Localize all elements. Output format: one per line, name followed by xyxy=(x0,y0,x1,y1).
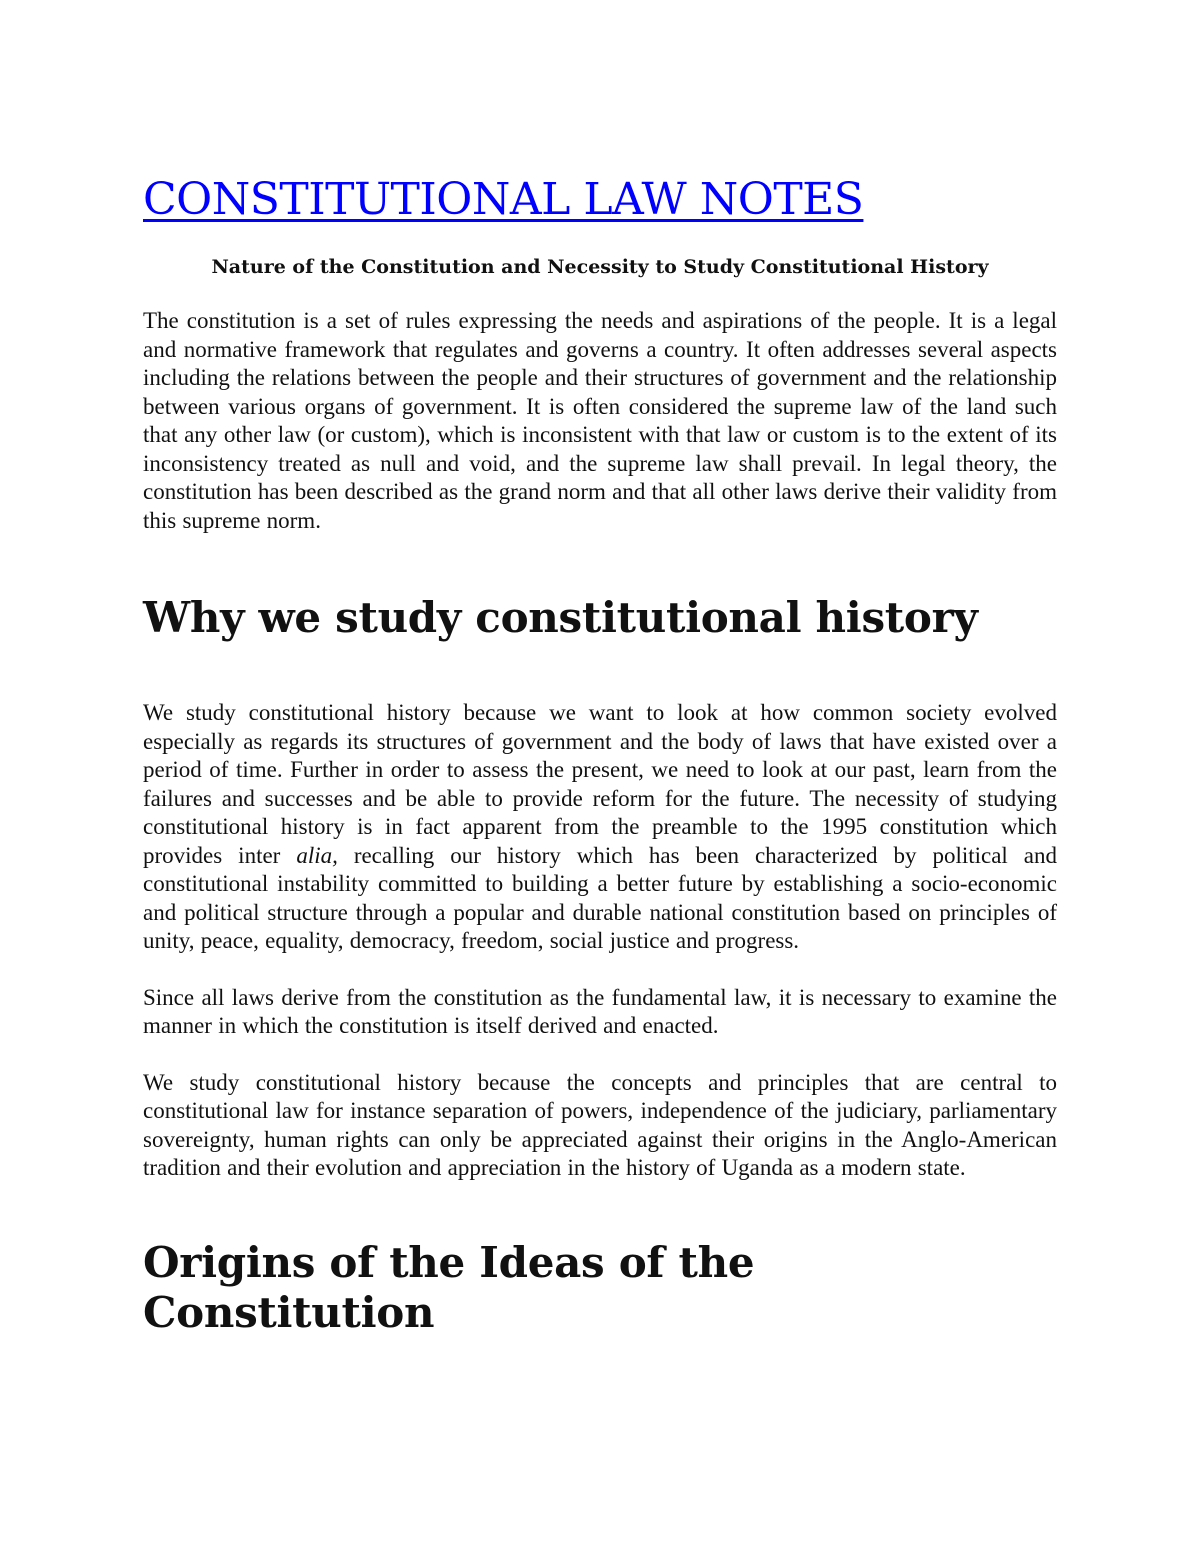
section-heading-origins: Origins of the Ideas of the Constitution xyxy=(143,1237,755,1337)
why-study-paragraph-1-part-b: recalling our history which has been characterized by political and constitutional instability committed to building a better future by establishing a socio-economic and political structure through a popular and durable national constitution based on principles of unity, peace, equality, democracy, freedom, social justice and progress. xyxy=(143,842,1057,953)
document-subtitle: Nature of the Constitution and Necessity to Study Constitutional History xyxy=(211,256,989,278)
why-study-paragraph-3: We study constitutional history because the concepts and principles that are central to constitutional law for instance separation of powers, independence of the judiciary, parliamentary sovereignty, human rights can only be appreciated against their origins in the Anglo-American tradition and their evolution and appreciation in the history of Uganda as a modern state. xyxy=(143,1069,1057,1180)
section-heading-why-study: Why we study constitutional history xyxy=(143,593,978,642)
why-study-paragraph-1-italic: alia, xyxy=(296,842,338,868)
document-title-link[interactable]: CONSTITUTIONAL LAW NOTES xyxy=(143,174,864,225)
why-study-paragraph-2: Since all laws derive from the constitution as the fundamental law, it is necessary to examine the manner in which the constitution is itself derived and enacted. xyxy=(143,984,1057,1038)
why-study-paragraph-1-part-a: We study constitutional history because we want to look at how common society evolved especially as regards its structures of government and the body of laws that have existed over a period of time. Further in order to assess the present, we need to look at our past, learn from the failures and successes and be able to provide reform for the future. The necessity of studying constitutional history is in fact apparent from the preamble to the 1995 constitution which provides inter xyxy=(143,700,1057,868)
intro-paragraph: The constitution is a set of rules expressing the needs and aspirations of the people. It is a legal and normative framework that regulates and governs a country. It often addresses several aspects including the relations between the people and their structures of government and the relationship between various organs of government. It is often considered the supreme law of the land such that any other law (or custom), which is inconsistent with that law or custom is to the extent of its inconsistency treated as null and void, and the supreme law shall prevail. In legal theory, the constitution has been described as the grand norm and that all other laws derive their validity from this supreme norm. xyxy=(143,308,1057,533)
document-body xyxy=(143,170,1057,1338)
why-study-paragraph-1 xyxy=(143,699,1057,956)
